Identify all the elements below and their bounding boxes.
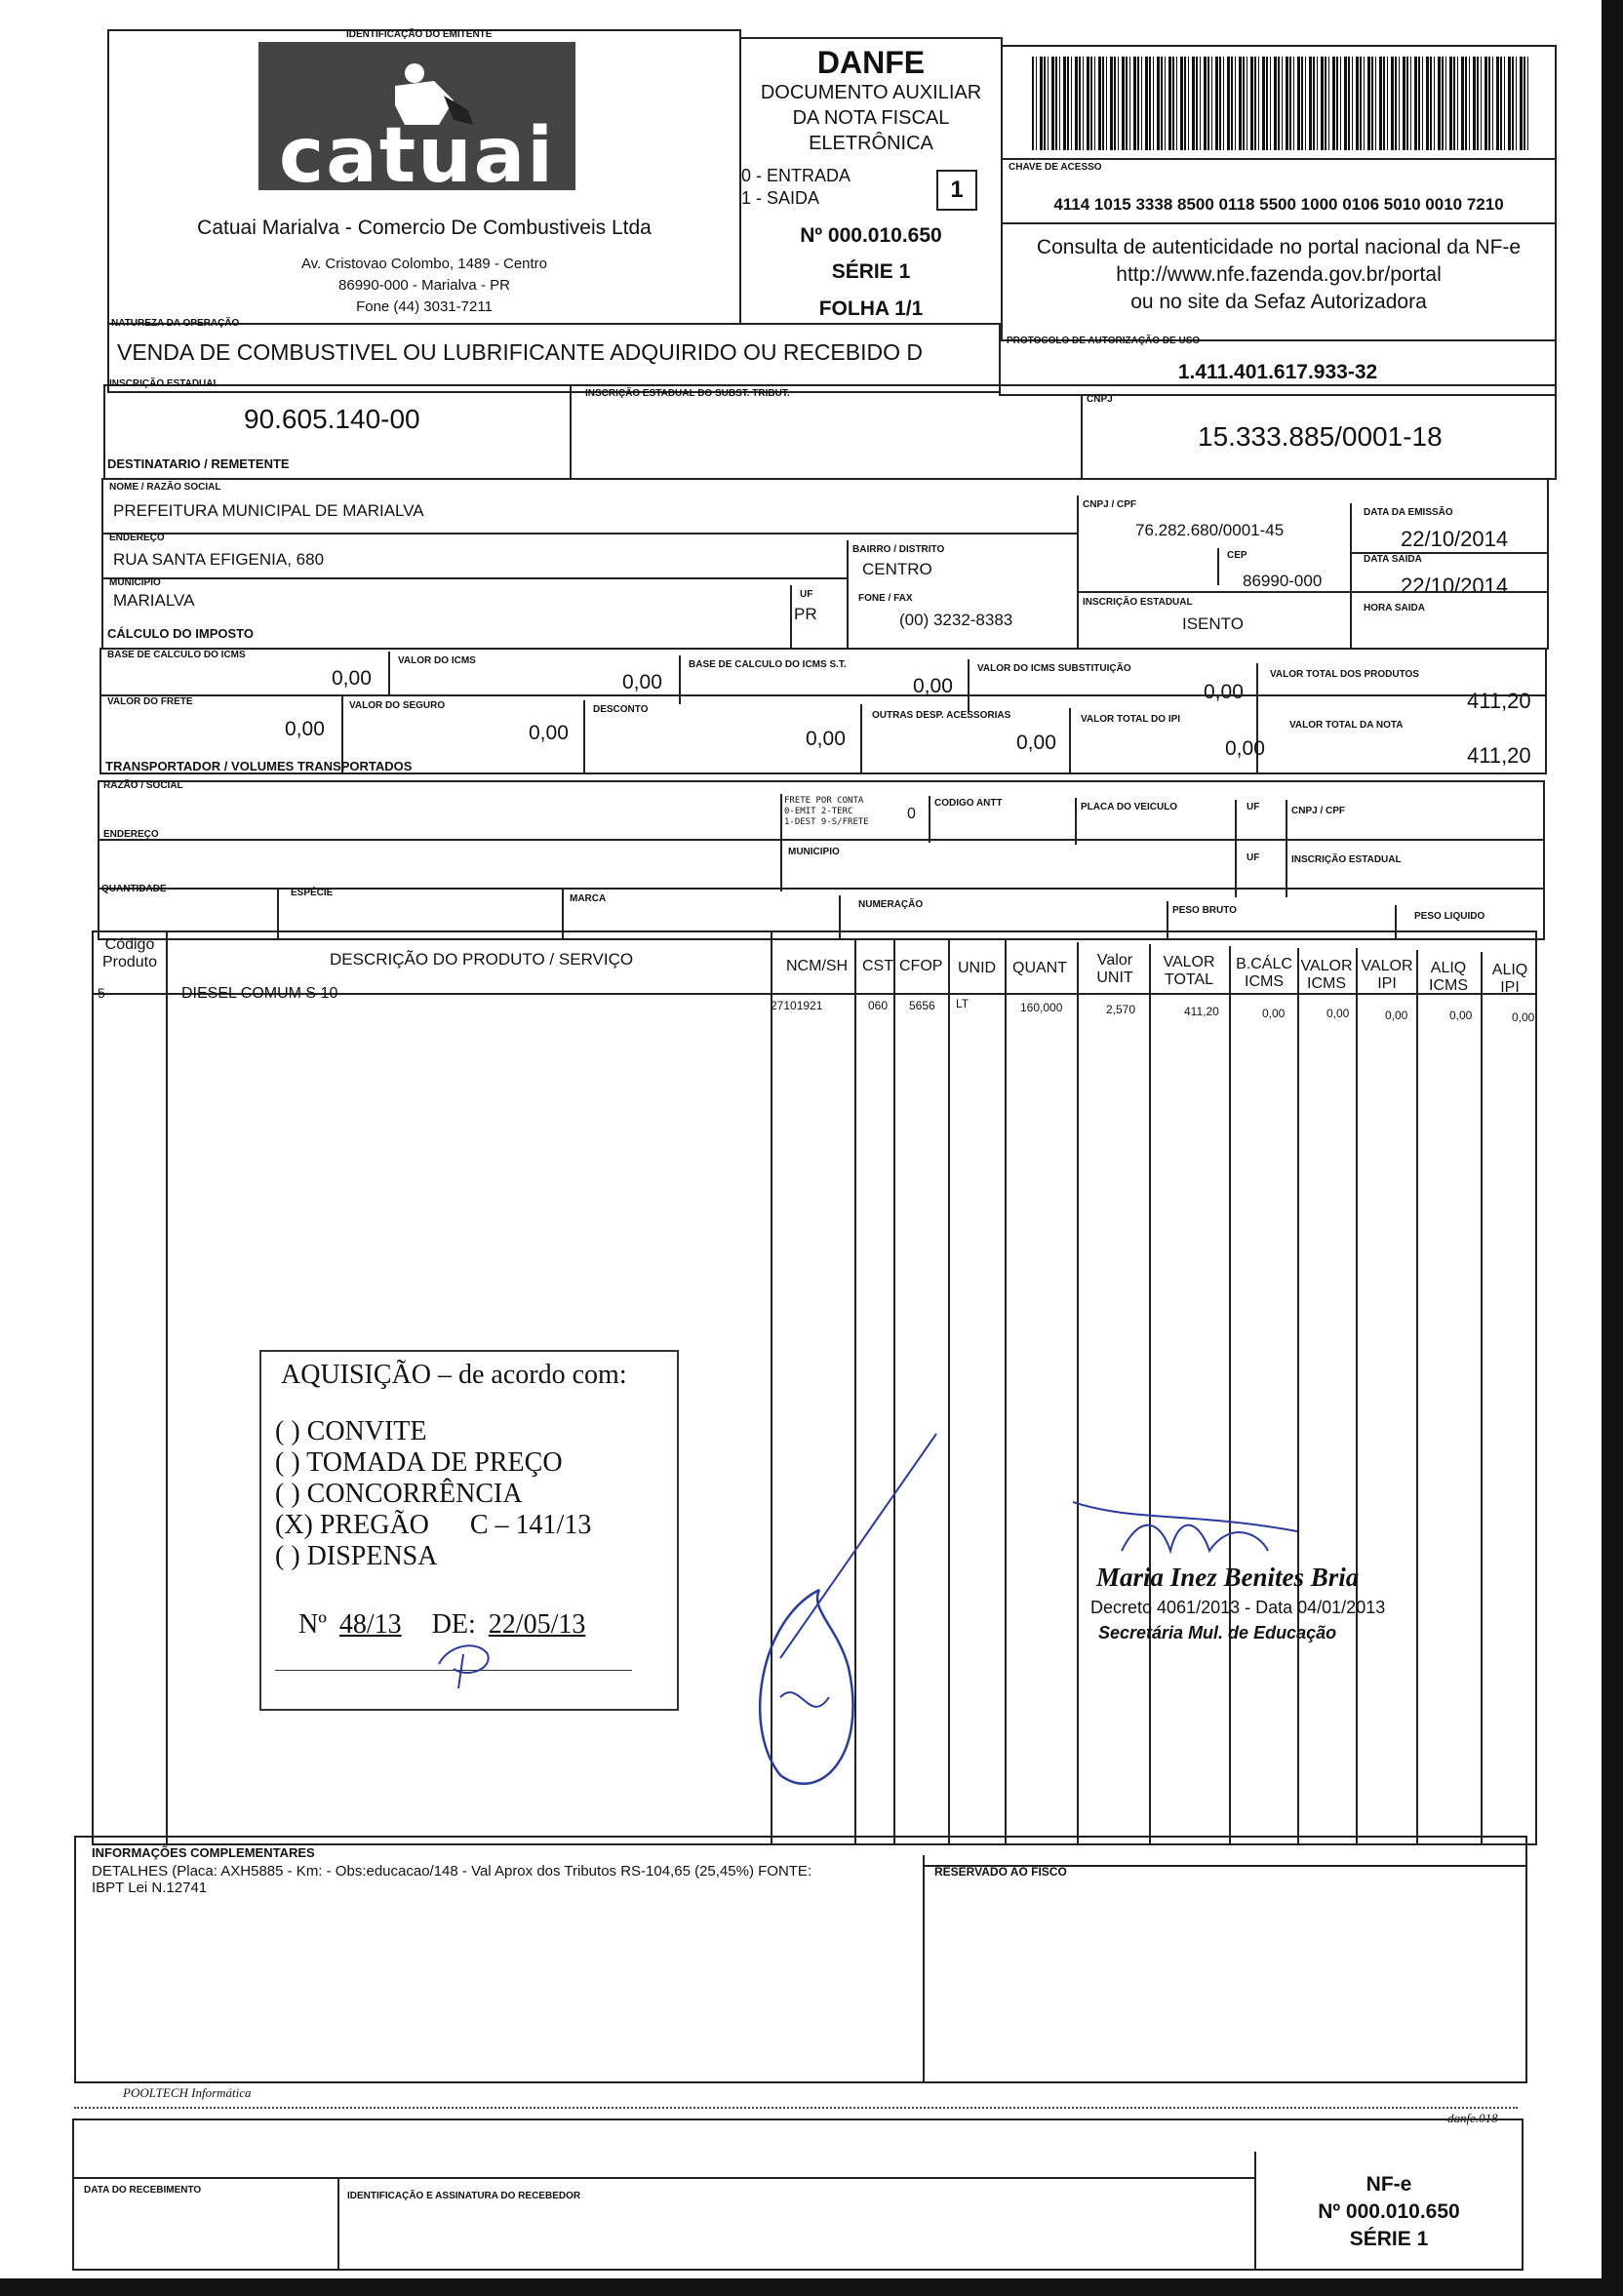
col-codigo-header <box>94 936 166 971</box>
dest-fone-label: FONE / FAX <box>858 593 913 604</box>
chave-divider-2 <box>1001 222 1557 224</box>
trans-peso-liquido-label: PESO LIQUIDO <box>1414 911 1485 922</box>
trans-div-5 <box>1286 800 1287 897</box>
imp-div-8 <box>1069 708 1071 774</box>
fisco-divider <box>923 1855 925 2083</box>
row-descricao: DIESEL COMUM S 10 <box>181 985 338 1002</box>
complementares-line1: DETALHES (Placa: AXH5885 - Km: - Obs:educacao/148 - Val Aprox dos Tributos RS-104,65 (25,45%) FONTE: <box>92 1863 812 1880</box>
stamp-title: AQUISIÇÃO – de acordo com: <box>281 1360 627 1390</box>
vunit-line2: UNIT <box>1096 970 1133 986</box>
danfe-subtitle-3: ELETRÔNICA <box>809 133 933 154</box>
imp-row <box>99 694 1547 696</box>
row-vipi: 0,00 <box>1385 1009 1408 1022</box>
emitente-address-2: 86990-000 - Marialva - PR <box>338 277 510 294</box>
dest-endereco: RUA SANTA EFIGENIA, 680 <box>113 550 325 569</box>
danfe-subtitle-2: DA NOTA FISCAL <box>792 107 950 129</box>
trans-endereco-label: ENDEREÇO <box>103 829 159 840</box>
trans-div-4 <box>1235 800 1237 897</box>
assinatura-cargo: Secretária Mul. de Educação <box>1098 1623 1337 1643</box>
protocolo-label: PROTOCOLO DE AUTORIZAÇÃO DE USO <box>1007 336 1201 346</box>
logo-text: catuai <box>278 112 556 200</box>
emitente-section-label: IDENTIFICAÇÃO DO EMITENTE <box>346 29 493 40</box>
row-vtotal: 411,20 <box>1184 1005 1219 1018</box>
trans-uf2-label: UF <box>1247 852 1260 863</box>
outras: 0,00 <box>1016 732 1056 754</box>
desconto: 0,00 <box>806 728 846 750</box>
trans-marca-label: MARCA <box>570 893 607 904</box>
seguro: 0,00 <box>529 722 569 744</box>
col-div-vtotal <box>1229 946 1231 1845</box>
dest-div-uf <box>790 585 792 650</box>
col-quant-header: QUANT <box>1012 960 1067 976</box>
consulta-line-2: http://www.nfe.fazenda.gov.br/portal <box>1116 263 1442 286</box>
data-recebimento-label: DATA DO RECEBIMENTO <box>84 2185 202 2196</box>
protocolo-value: 1.411.401.617.933-32 <box>1177 361 1378 383</box>
dest-div-cnpj <box>1077 495 1079 650</box>
vunit-line1: Valor <box>1096 952 1133 969</box>
trans-cnpj-label: CNPJ / CPF <box>1291 806 1346 816</box>
vtotal-line1: VALOR <box>1163 954 1215 970</box>
footer-ref: danfe.018 <box>1447 2111 1498 2125</box>
dest-uf-label: UF <box>800 589 813 600</box>
dest-ie-label: INSCRIÇÃO ESTADUAL <box>1083 597 1193 608</box>
cnpj-divider <box>1081 394 1083 480</box>
vipi-line2: IPI <box>1377 975 1397 992</box>
base-icms: 0,00 <box>332 667 372 690</box>
footer-dotted-line <box>74 2107 1518 2109</box>
danfe-entrada: 0 - ENTRADA <box>741 166 851 185</box>
trans-peso-bruto-label: PESO BRUTO <box>1172 905 1237 916</box>
col-div-vicms <box>1356 948 1358 1845</box>
ie-label: INSCRIÇÃO ESTADUAL <box>109 378 219 389</box>
ipi: 0,00 <box>1225 737 1265 760</box>
dest-municipio-label: MUNICIPIO <box>109 577 161 588</box>
natureza-value: VENDA DE COMBUSTIVEL OU LUBRIFICANTE ADQUIRIDO OU RECEBIDO D <box>117 339 924 365</box>
danfe-saida: 1 - SAIDA <box>741 188 820 208</box>
complementares-line2: IBPT Lei N.12741 <box>92 1880 208 1896</box>
barcode <box>1032 57 1529 150</box>
imp-div-1 <box>388 652 390 696</box>
col-cst-header: CST <box>862 958 893 974</box>
footer-nfe-serie: SÉRIE 1 <box>1349 2228 1429 2250</box>
fisco-label: RESERVADO AO FISCO <box>934 1865 1067 1879</box>
initials-mark <box>429 1635 507 1693</box>
imp-div-7 <box>860 704 862 774</box>
aliqicms-line1: ALIQ <box>1430 960 1467 976</box>
danfe-folha: FOLHA 1/1 <box>818 297 924 320</box>
dest-data-saida: 22/10/2014 <box>1401 574 1509 598</box>
base-icms-label: BASE DE CALCULO DO ICMS <box>107 650 246 660</box>
dest-uf: PR <box>794 605 817 623</box>
bcalc-line2: ICMS <box>1245 973 1284 990</box>
col-div-vipi <box>1416 950 1418 1845</box>
danfe-serie: SÉRIE 1 <box>831 260 911 283</box>
total-produtos-label: VALOR TOTAL DOS PRODUTOS <box>1270 669 1419 680</box>
dest-row-2 <box>101 577 847 579</box>
ie-value: 90.605.140-00 <box>244 404 420 434</box>
trans-ie-label: INSCRIÇÃO ESTADUAL <box>1291 854 1402 865</box>
emitente-address-1: Av. Cristovao Colombo, 1489 - Centro <box>300 256 548 272</box>
codigo-line1: Código <box>104 936 155 953</box>
natureza-label: NATUREZA DA OPERAÇÃO <box>111 318 240 329</box>
total-nota-label: VALOR TOTAL DA NOTA <box>1289 720 1404 731</box>
trans-row-1 <box>98 839 1545 841</box>
vipi-line1: VALOR <box>1361 958 1413 974</box>
assinatura-name: Maria Inez Benites Bria <box>1096 1563 1360 1592</box>
dest-nome: PREFEITURA MUNICIPAL DE MARIALVA <box>113 501 424 520</box>
dest-data-emissao: 22/10/2014 <box>1401 527 1509 551</box>
desconto-label: DESCONTO <box>593 704 649 715</box>
vicms-line2: ICMS <box>1307 975 1346 992</box>
trans-div-1 <box>780 794 782 891</box>
dest-cep-label: CEP <box>1227 550 1247 561</box>
frete-conta-line1: FRETE POR CONTA <box>784 796 864 806</box>
codigo-line2: Produto <box>101 954 158 970</box>
imp-div-2 <box>679 655 681 704</box>
scan-edge-right <box>1602 0 1623 2296</box>
danfe-subtitle-1: DOCUMENTO AUXILIAR <box>760 82 982 103</box>
ie-st-label: INSCRIÇÃO ESTADUAL DO SUBST. TRIBUT. <box>585 388 790 399</box>
row-cst: 060 <box>868 999 889 1012</box>
row-aliqicms: 0,00 <box>1449 1009 1473 1022</box>
dest-bairro-label: BAIRRO / DISTRITO <box>852 544 945 555</box>
scan-edge-bottom <box>0 2278 1623 2296</box>
complementares-text <box>92 1863 812 1896</box>
assinatura-decreto: Decreto 4061/2013 - Data 04/01/2013 <box>1090 1598 1386 1617</box>
frete: 0,00 <box>285 718 325 740</box>
stamp-numero-prefix: Nº <box>298 1609 327 1640</box>
stamp-opt2: ( ) TOMADA DE PREÇO <box>275 1447 563 1478</box>
table-row <box>92 981 1537 1024</box>
aliqicms-line2: ICMS <box>1429 977 1468 994</box>
ie-divider <box>570 384 572 480</box>
danfe-title: DANFE <box>816 45 926 80</box>
dest-cnpj: 76.282.680/0001-45 <box>1135 521 1285 539</box>
emitente-phone: Fone (44) 3031-7211 <box>356 298 493 315</box>
footer-nfe: NF-e <box>1366 2173 1412 2196</box>
bcalc-line1: B.CÁLC <box>1236 956 1292 972</box>
dest-ie: ISENTO <box>1182 614 1244 633</box>
dest-div-cep <box>1217 548 1219 585</box>
footer-nfe-numero: Nº 000.010.650 <box>1318 2200 1460 2223</box>
seguro-label: VALOR DO SEGURO <box>349 700 446 711</box>
consulta-line-3: ou no site da Sefaz Autorizadora <box>1130 291 1427 313</box>
canhoto-div-1 <box>337 2177 339 2271</box>
dest-data-emissao-label: DATA DA EMISSÃO <box>1364 507 1453 518</box>
complementares-label: INFORMAÇÕES COMPLEMENTARES <box>92 1845 315 1860</box>
trans-especie-label: ESPÉCIE <box>291 888 334 898</box>
trans-div-3 <box>1075 798 1077 845</box>
row-quant: 160,000 <box>1020 1001 1063 1014</box>
imp-div-3 <box>968 659 970 712</box>
dest-data-saida-label: DATA SAIDA <box>1364 554 1422 565</box>
dest-endereco-label: ENDEREÇO <box>109 533 165 543</box>
chave-value: 4114 1015 3338 8500 0118 5500 1000 0106 5010 0010 7210 <box>1053 195 1504 214</box>
valor-icms-label: VALOR DO ICMS <box>398 655 476 666</box>
frete-label: VALOR DO FRETE <box>107 696 193 707</box>
stamp-data: 22/05/13 <box>488 1609 586 1640</box>
total-nota: 411,20 <box>1467 743 1531 768</box>
ipi-label: VALOR TOTAL DO IPI <box>1081 714 1181 725</box>
row-codigo: 5 <box>98 985 105 1001</box>
stamp-opt3: ( ) CONCORRÊNCIA <box>275 1479 523 1509</box>
col-div-vunit <box>1149 944 1151 1845</box>
col-div-aliqicms <box>1481 952 1483 1845</box>
frete-conta-line3: 1-DEST 9-S/FRETE <box>784 817 869 827</box>
dest-nome-label: NOME / RAZÃO SOCIAL <box>109 482 221 493</box>
dest-div-bairro <box>847 540 849 650</box>
chave-divider-1 <box>1001 158 1557 160</box>
dest-cnpj-label: CNPJ / CPF <box>1083 499 1137 510</box>
total-produtos: 411,20 <box>1467 689 1531 713</box>
footer-software: POOLTECH Informática <box>123 2085 252 2100</box>
valor-st: 0,00 <box>1204 681 1244 703</box>
col-div-codigo <box>166 930 168 1845</box>
trans-municipio-label: MUNICIPIO <box>788 847 840 857</box>
aliqipi-line2: IPI <box>1500 979 1520 996</box>
vicms-line1: VALOR <box>1300 958 1353 974</box>
dest-row-1 <box>101 533 1077 534</box>
consulta-line-1: Consulta de autenticidade no portal nacional da NF-e <box>1036 236 1522 258</box>
canhoto-row <box>72 2177 1254 2179</box>
col-cfop-header: CFOP <box>899 958 943 974</box>
trans-numeracao-label: NUMERAÇÃO <box>858 899 924 910</box>
cnpj-label: CNPJ <box>1087 394 1113 405</box>
ident-recebedor-label: IDENTIFICAÇÃO E ASSINATURA DO RECEBEDOR <box>347 2191 581 2201</box>
danfe-tipo-box: 1 <box>936 170 977 211</box>
frete-conta-line2: 0-EMIT 2-TERC <box>784 807 853 816</box>
dest-hora-saida-label: HORA SAIDA <box>1364 603 1425 614</box>
row-vunit: 2,570 <box>1106 1003 1136 1016</box>
base-st: 0,00 <box>913 675 953 697</box>
danfe-numero: Nº 000.010.650 <box>800 224 942 247</box>
cnpj-value: 15.333.885/0001-18 <box>1198 421 1443 452</box>
col-div-bcalc <box>1297 948 1299 1845</box>
dest-cep: 86990-000 <box>1243 572 1323 590</box>
col-descricao-header: DESCRIÇÃO DO PRODUTO / SERVIÇO <box>330 950 634 969</box>
stamp-numero: 48/13 <box>338 1609 402 1640</box>
stamp-opt4: (X) PREGÃO C – 141/13 <box>275 1510 592 1540</box>
imp-div-6 <box>583 700 585 774</box>
row-bcalc: 0,00 <box>1262 1007 1286 1020</box>
trans-razao-label: RAZÃO / SOCIAL <box>103 780 183 791</box>
stamp-data-prefix: DE: <box>431 1609 476 1640</box>
outras-label: OUTRAS DESP. ACESSORIAS <box>872 710 1011 721</box>
trans-uf-label: UF <box>1247 802 1260 812</box>
stamp-opt5: ( ) DISPENSA <box>275 1541 438 1571</box>
dest-municipio: MARIALVA <box>113 591 195 610</box>
vtotal-line2: TOTAL <box>1164 971 1214 988</box>
stamp-opt1: ( ) CONVITE <box>275 1416 427 1446</box>
col-ncm-header: NCM/SH <box>786 958 849 974</box>
destinatario-section-label: DESTINATARIO / REMETENTE <box>107 456 290 471</box>
row-unid: LT <box>956 997 970 1010</box>
trans-frete-conta <box>784 796 869 828</box>
imposto-section-label: CÁLCULO DO IMPOSTO <box>107 626 254 641</box>
trans-placa-label: PLACA DO VEICULO <box>1081 802 1178 812</box>
trans-quantidade-label: QUANTIDADE <box>101 884 167 894</box>
dest-div-data <box>1350 503 1352 650</box>
dest-row-2b <box>1077 591 1549 593</box>
aliqipi-line1: ALIQ <box>1491 962 1528 978</box>
row-vicms: 0,00 <box>1326 1007 1350 1020</box>
dest-fone: (00) 3232-8383 <box>899 611 1013 629</box>
col-unid-header: UNID <box>958 960 997 976</box>
emitente-name: Catuai Marialva - Comercio De Combustiveis Ltda <box>197 217 652 239</box>
base-st-label: BASE DE CALCULO DO ICMS S.T. <box>689 659 847 670</box>
valor-icms: 0,00 <box>622 671 662 693</box>
row-cfop: 5656 <box>909 999 935 1012</box>
chave-label: CHAVE DE ACESSO <box>1009 162 1102 173</box>
blue-signature-marks <box>722 1405 1092 1814</box>
dest-bairro: CENTRO <box>862 560 932 578</box>
trans-frete-conta-value: 0 <box>907 806 916 822</box>
row-ncm: 27101921 <box>771 999 823 1012</box>
catuai-logo <box>258 42 575 200</box>
valor-st-label: VALOR DO ICMS SUBSTITUIÇÃO <box>977 663 1131 674</box>
trans-div-2 <box>929 796 930 843</box>
row-aliqipi: 0,00 <box>1512 1010 1535 1024</box>
transportador-section-label: TRANSPORTADOR / VOLUMES TRANSPORTADOS <box>105 759 413 773</box>
trans-antt-label: CODIGO ANTT <box>934 798 1003 809</box>
